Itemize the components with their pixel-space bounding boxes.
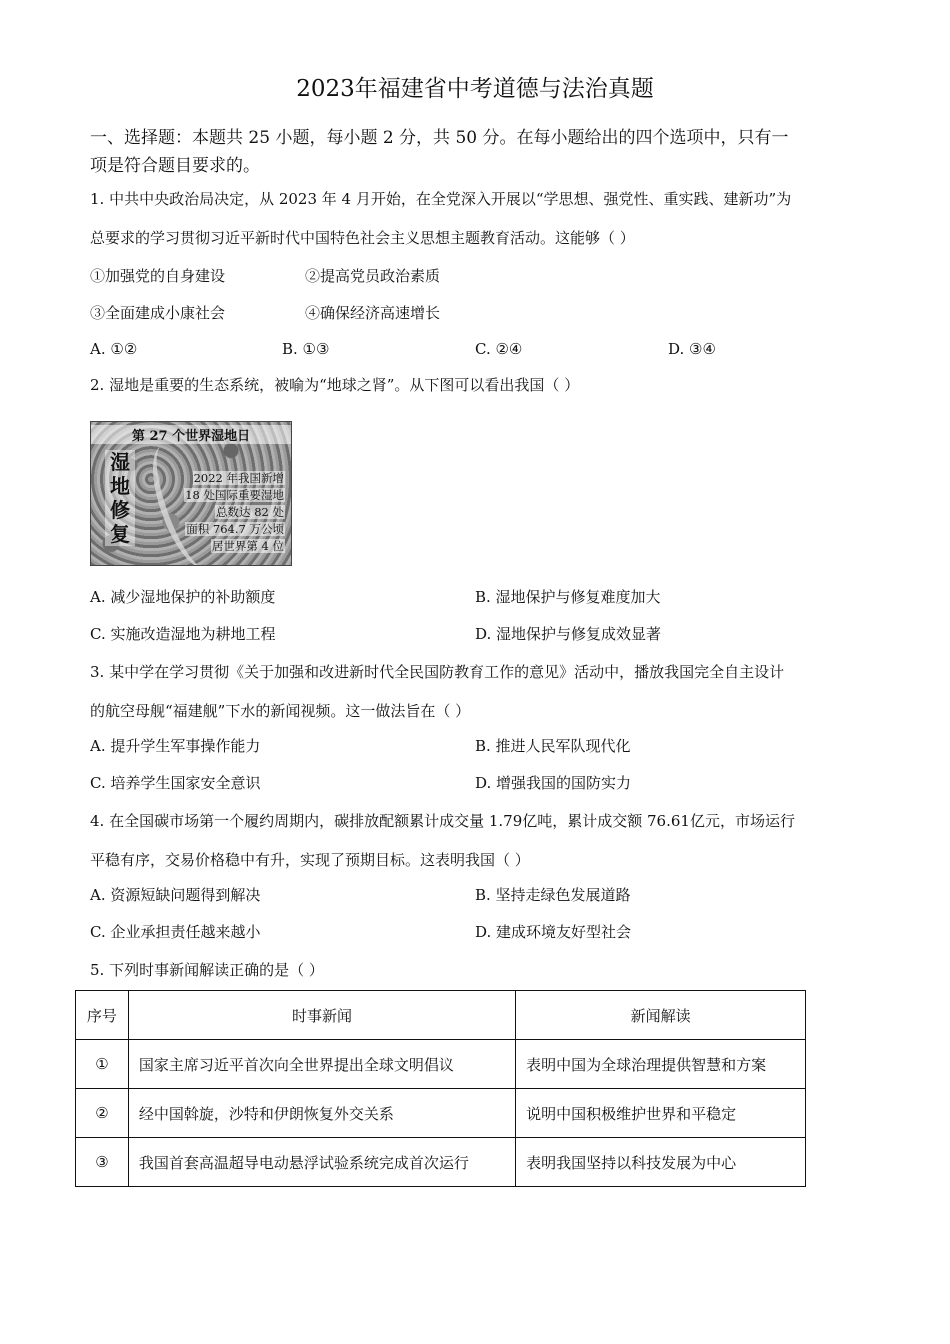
photo-caption-line: 面积 764.7 万公顷 [186,522,284,536]
q1-stem-line2: 总要求的学习贯彻习近平新时代中国特色社会主义思想主题教育活动。这能够（ ） [90,229,635,247]
photo-caption-line: 18 处国际重要湿地 [185,488,284,502]
q4-option-c: C. 企业承担责任越来越小 [90,923,261,941]
q3-option-b: B. 推进人民军队现代化 [475,737,631,755]
table-header-cell: 时事新闻 [128,991,515,1040]
table-header-cell: 新闻解读 [516,991,806,1040]
q2-option-d: D. 湿地保护与修复成效显著 [475,625,662,643]
q4-stem-line2: 平稳有序，交易价格稳中有升，实现了预期目标。这表明我国（ ） [90,851,530,869]
q1-option-b: B. ①③ [282,340,330,358]
news-table [75,990,806,1187]
table-row [76,1040,806,1089]
section-instructions-line2: 项是符合题目要求的。 [90,156,260,176]
table-header-cell: 序号 [76,991,129,1040]
q3-option-d: D. 增强我国的国防实力 [475,774,632,792]
photo-caption-line: 2022 年我国新增 [193,471,284,485]
table-header-row [76,991,806,1040]
q3-stem-line1: 3. 某中学在学习贯彻《关于加强和改进新时代全民国防教育工作的意见》活动中，播放我国完全自主设计 [90,663,785,681]
q5-stem: 5. 下列时事新闻解读正确的是（ ） [90,961,324,979]
q2-stem: 2. 湿地是重要的生态系统，被喻为“地球之肾”。从下图可以看出我国（ ） [90,376,580,394]
table-cell: ② [76,1089,129,1138]
table-cell: ③ [76,1138,129,1187]
q1-item-4: ④确保经济高速增长 [305,304,441,322]
q3-stem-line2: 的航空母舰“福建舰”下水的新闻视频。这一做法旨在（ ） [90,702,471,720]
table-row [76,1089,806,1138]
section-instructions-line1: 一、选择题：本题共 25 小题，每小题 2 分，共 50 分。在每小题给出的四个选项中，只有一 [90,128,789,148]
q1-item-1: ①加强党的自身建设 [90,267,226,285]
photo-caption-line: 居世界第 4 位 [211,539,284,553]
q1-option-a: A. ①② [90,340,138,358]
photo-heading: 第 27 个世界湿地日 [91,425,291,444]
table-row [76,1138,806,1187]
photo-vertical-char: 复 [110,522,130,546]
photo-vertical-char: 地 [110,474,130,498]
table-cell: 我国首套高温超导电动悬浮试验系统完成首次运行 [128,1138,515,1187]
q1-stem-line1: 1. 中共中央政治局决定，从 2023 年 4 月开始，在全党深入开展以“学思想、强党性、重实践、建新功”为 [90,190,792,208]
q2-option-b: B. 湿地保护与修复难度加大 [475,588,661,606]
q4-stem-line1: 4. 在全国碳市场第一个履约周期内，碳排放配额累计成交量 1.79亿吨，累计成交额 76.61亿元，市场运行 [90,812,795,830]
table-cell: 国家主席习近平首次向全世界提出全球文明倡议 [128,1040,515,1089]
q3-option-c: C. 培养学生国家安全意识 [90,774,261,792]
q1-item-2: ②提高党员政治素质 [305,267,441,285]
table-cell: 经中国斡旋，沙特和伊朗恢复外交关系 [128,1089,515,1138]
q2-option-a: A. 减少湿地保护的补助额度 [90,588,276,606]
table-cell: ① [76,1040,129,1089]
q2-option-c: C. 实施改造湿地为耕地工程 [90,625,276,643]
q1-item-3: ③全面建成小康社会 [90,304,226,322]
wetland-photo [90,421,292,566]
q3-option-a: A. 提升学生军事操作能力 [90,737,261,755]
photo-vertical-char: 修 [110,498,130,522]
table-cell: 说明中国积极维护世界和平稳定 [516,1089,806,1138]
photo-vertical-char: 湿 [110,450,130,474]
q1-option-c: C. ②④ [475,340,523,358]
photo-vertical-title [105,450,135,546]
photo-caption-line: 总数达 82 处 [216,505,284,519]
q1-option-d: D. ③④ [668,340,716,358]
q4-option-a: A. 资源短缺问题得到解决 [90,886,261,904]
table-cell: 表明中国为全球治理提供智慧和方案 [516,1040,806,1089]
table-cell: 表明我国坚持以科技发展为中心 [516,1138,806,1187]
photo-caption [184,470,285,555]
q4-option-b: B. 坚持走绿色发展道路 [475,886,631,904]
page-title: 2023年福建省中考道德与法治真题 [296,76,654,102]
q4-option-d: D. 建成环境友好型社会 [475,923,632,941]
